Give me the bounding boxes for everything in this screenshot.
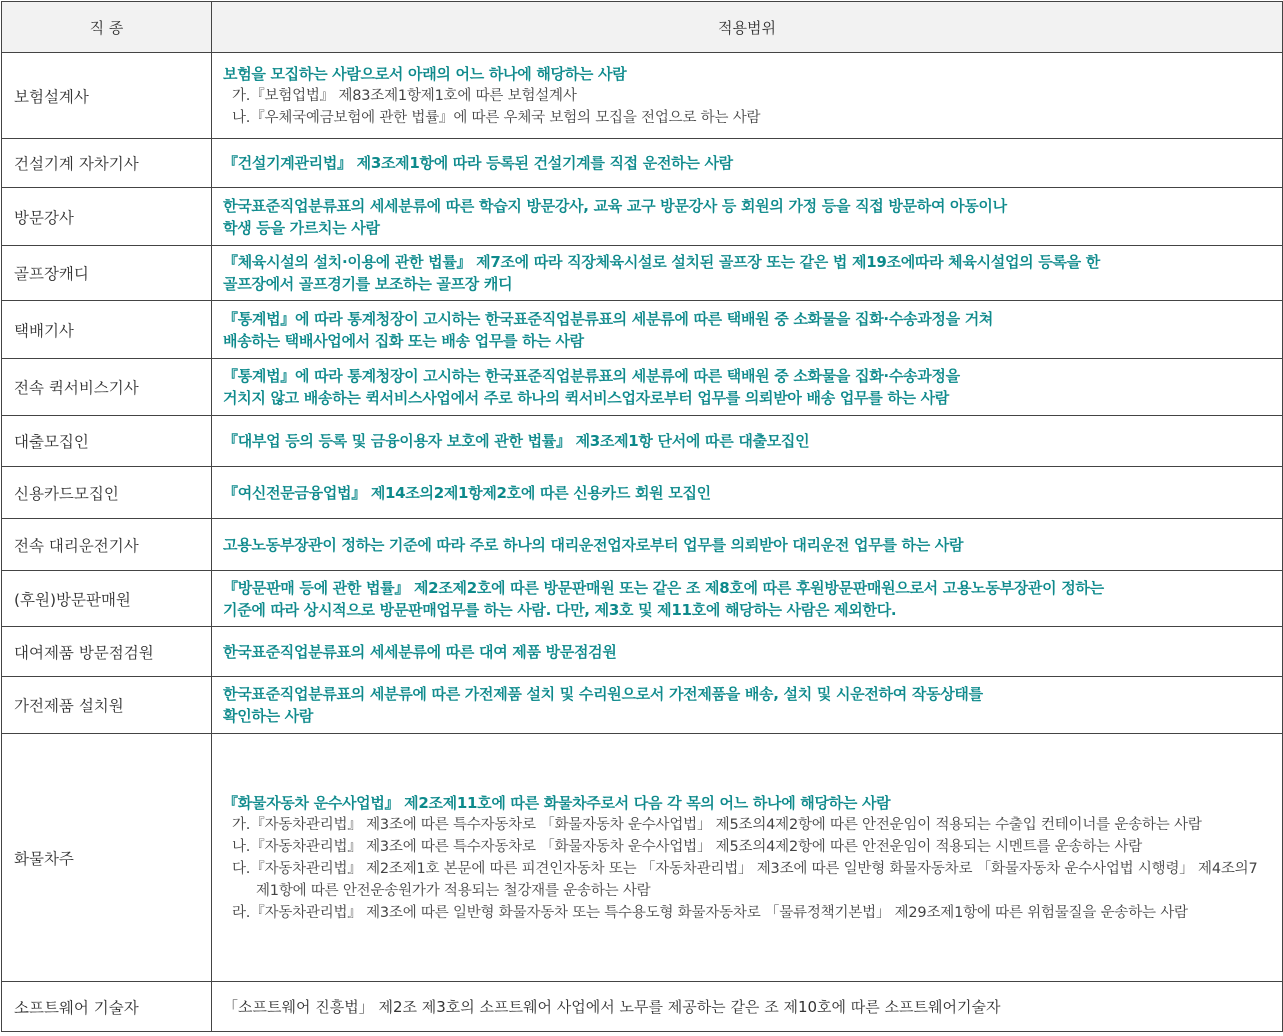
scope-cell	[212, 982, 1283, 1032]
job-cell: 신용카드모집인	[2, 467, 212, 519]
scope-sub-item: 다.『자동차관리법』 제2조제1호 본문에 따른 피견인자동차 또는 「자동차관리법」 제3조에 따른 일반형 화물자동차로 「화물자동차 운수사업법 시행령」 제4조의7제1항에 따른 안전운송원가가 적용되는 철강재를 운송하는 사람	[232, 860, 1258, 899]
job-cell: 전속 퀵서비스기사	[2, 359, 212, 416]
scope-cell	[212, 301, 1283, 359]
scope-main-cont: 배송하는 택배사업에서 집화 또는 배송 업무를 하는 사람	[223, 331, 584, 350]
scope-main: 「소프트웨어 진흥법」 제2조 제3호의 소프트웨어 사업에서 노무를 제공하는 같은 조 제10호에 따른 소프트웨어기술자	[223, 997, 1001, 1016]
scope-cell	[212, 571, 1283, 627]
scope-main: 『체육시설의 설치·이용에 관한 법률』 제7조에 따라 직장체육시설로 설치된 골프장 또는 같은 법 제19조에따라 체육시설업의 등록을 한	[223, 253, 1100, 271]
scope-cell	[212, 188, 1283, 246]
scope-cell	[212, 359, 1283, 416]
scope-main-cont: 학생 등을 가르치는 사람	[223, 218, 380, 237]
table-row	[2, 188, 1283, 246]
table-row	[2, 467, 1283, 519]
scope-cell	[212, 53, 1283, 139]
table-row	[2, 139, 1283, 188]
job-cell: 보험설계사	[2, 53, 212, 139]
job-cell: 대여제품 방문점검원	[2, 627, 212, 677]
table-row	[2, 53, 1283, 139]
job-cell: (후원)방문판매원	[2, 571, 212, 627]
scope-cell	[212, 246, 1283, 301]
job-cell: 대출모집인	[2, 416, 212, 467]
job-cell: 방문강사	[2, 188, 212, 246]
table-row	[2, 677, 1283, 734]
scope-sub-item: 나.『자동차관리법』 제3조에 따른 특수자동차로 「화물자동차 운수사업법」 제5조의4제2항에 따른 안전운임이 적용되는 시멘트를 운송하는 사람	[232, 838, 1142, 855]
header-job: 직 종	[2, 2, 212, 53]
job-cell: 건설기계 자차기사	[2, 139, 212, 188]
scope-cell	[212, 467, 1283, 519]
table-row	[2, 982, 1283, 1032]
scope-main: 『방문판매 등에 관한 법률』 제2조제2호에 따른 방문판매원 또는 같은 조 제8호에 따른 후원방문판매원으로서 고용노동부장관이 정하는	[223, 578, 1104, 597]
job-cell: 화물차주	[2, 734, 212, 982]
scope-cell	[212, 627, 1283, 677]
table-row	[2, 416, 1283, 467]
header-scope: 적용범위	[212, 2, 1283, 53]
scope-main: 한국표준직업분류표의 세세분류에 따른 학습지 방문강사, 교육 교구 방문강사 등 회원의 가정 등을 직접 방문하여 아동이나	[223, 196, 1007, 215]
table-header-row	[2, 2, 1283, 53]
scope-main: 보험을 모집하는 사람으로서 아래의 어느 하나에 해당하는 사람	[223, 64, 627, 83]
scope-sub-item: 가.『자동차관리법』 제3조에 따른 특수자동차로 「화물자동차 운수사업법」 제5조의4제2항에 따른 안전운임이 적용되는 수출입 컨테이너를 운송하는 사람	[232, 816, 1202, 833]
scope-cell	[212, 139, 1283, 188]
scope-sub-item: 라.『자동차관리법』 제3조에 따른 일반형 화물자동차 또는 특수용도형 화물자동차로 「물류정책기본법」 제29조제1항에 따른 위험물질을 운송하는 사람	[232, 904, 1188, 921]
table-row	[2, 627, 1283, 677]
scope-cell	[212, 519, 1283, 571]
table-row	[2, 571, 1283, 627]
scope-main: 『통계법』에 따라 통계청장이 고시하는 한국표준직업분류표의 세분류에 따른 택배원 중 소화물을 집화·수송과정을 거쳐	[223, 309, 994, 328]
scope-sub-item: 가.『보험업법』 제83조제1항제1호에 따른 보험설계사	[232, 87, 577, 104]
table-row	[2, 519, 1283, 571]
job-scope-table	[1, 1, 1283, 1032]
scope-main: 『건설기계관리법』 제3조제1항에 따라 등록된 건설기계를 직접 운전하는 사람	[223, 154, 733, 172]
job-cell: 택배기사	[2, 301, 212, 359]
scope-main-cont: 확인하는 사람	[223, 707, 314, 725]
scope-main-cont: 거치지 않고 배송하는 퀵서비스사업에서 주로 하나의 퀵서비스업자로부터 업무를 의뢰받아 배송 업무를 하는 사람	[223, 389, 950, 407]
scope-main: 한국표준직업분류표의 세분류에 따른 가전제품 설치 및 수리원으로서 가전제품을 배송, 설치 및 시운전하여 작동상태를	[223, 685, 983, 703]
scope-main: 『대부업 등의 등록 및 금융이용자 보호에 관한 법률』 제3조제1항 단서에 따른 대출모집인	[223, 432, 810, 450]
scope-main: 『여신전문금융업법』 제14조의2제1항제2호에 따른 신용카드 회원 모집인	[223, 483, 711, 502]
job-cell: 소프트웨어 기술자	[2, 982, 212, 1032]
table-row	[2, 734, 1283, 982]
job-cell: 골프장캐디	[2, 246, 212, 301]
scope-sub-item: 나.『우체국예금보험에 관한 법률』에 따른 우체국 보험의 모집을 전업으로 하는 사람	[232, 109, 761, 126]
table-row	[2, 246, 1283, 301]
job-cell: 전속 대리운전기사	[2, 519, 212, 571]
scope-main: 『화물자동차 운수사업법』 제2조제11호에 따른 화물차주로서 다음 각 목의 어느 하나에 해당하는 사람	[223, 793, 891, 812]
scope-main-cont: 골프장에서 골프경기를 보조하는 골프장 캐디	[223, 275, 513, 293]
table-row	[2, 301, 1283, 359]
table-row	[2, 359, 1283, 416]
scope-cell	[212, 416, 1283, 467]
scope-main-cont: 기준에 따라 상시적으로 방문판매업무를 하는 사람. 다만, 제3호 및 제11호에 해당하는 사람은 제외한다.	[223, 600, 897, 619]
scope-main: 한국표준직업분류표의 세세분류에 따른 대여 제품 방문점검원	[223, 642, 617, 661]
scope-main: 고용노동부장관이 정하는 기준에 따라 주로 하나의 대리운전업자로부터 업무를 의뢰받아 대리운전 업무를 하는 사람	[223, 535, 964, 554]
job-cell: 가전제품 설치원	[2, 677, 212, 734]
scope-cell	[212, 677, 1283, 734]
scope-main: 『통계법』에 따라 통계청장이 고시하는 한국표준직업분류표의 세분류에 따른 택배원 중 소화물을 집화·수송과정을	[223, 367, 960, 385]
scope-cell	[212, 734, 1283, 982]
